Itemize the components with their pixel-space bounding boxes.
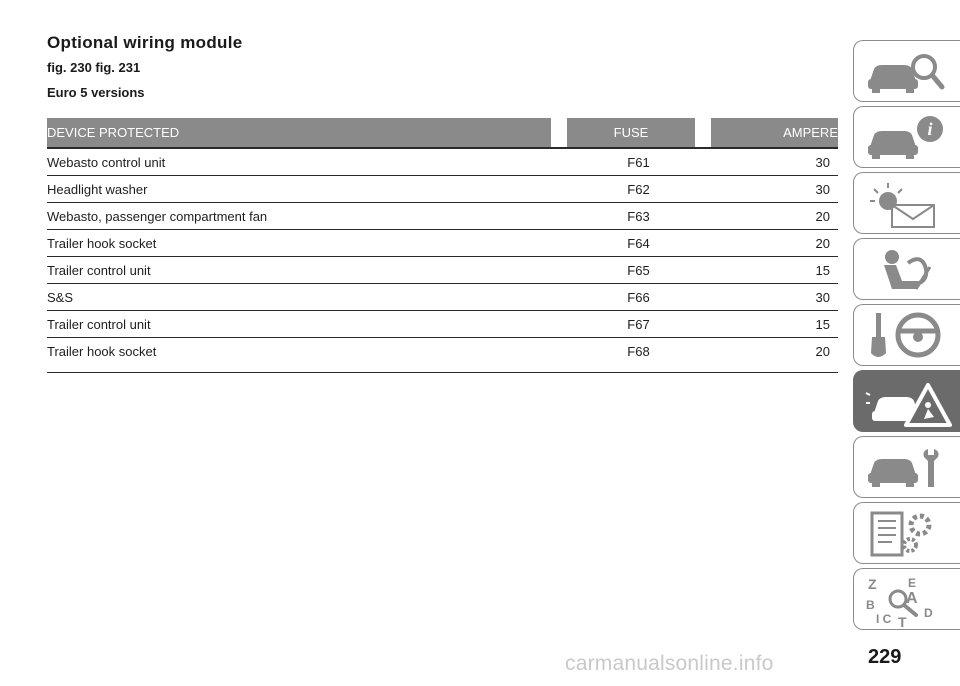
fuse-cell: F65 [627,262,650,278]
tab-safety[interactable] [853,238,960,300]
table-row [47,176,838,203]
table-row [47,230,838,257]
tab-knowing-instrument-panel[interactable] [853,106,960,168]
airbag-seat-icon [862,243,952,297]
watermark: carmanualsonline.info [565,652,774,675]
key-steering-wheel-icon [862,309,952,363]
fuse-cell: F62 [627,181,650,197]
svg-text:A: A [906,590,918,607]
ampere-cell: 30 [815,154,830,170]
ampere-cell: 15 [815,316,830,332]
fuse-cell: F68 [627,343,650,359]
table-row [47,284,838,311]
ampere-cell: 20 [815,208,830,224]
table-row [47,203,838,230]
figure-references: fig. 230 fig. 231 [47,60,141,75]
ampere-cell: 20 [815,343,830,359]
table-header [47,118,838,147]
tab-warning-lights-messages[interactable] [853,172,960,234]
car-wrench-icon [862,441,952,495]
page-number: 229 [868,646,902,668]
table-row [47,257,838,284]
alphabetical-index-icon [862,573,952,627]
car-emergency-icon [862,375,952,429]
header-ampere: AMPERE [711,118,838,147]
svg-text:E: E [908,576,917,590]
ampere-cell: 30 [815,181,830,197]
device-cell: Webasto, passenger compartment fan [47,208,268,224]
table-row [47,338,838,373]
tab-starting-driving[interactable] [853,304,960,366]
table-row [47,149,838,176]
car-search-icon [862,45,952,99]
tab-in-an-emergency[interactable] [853,370,960,432]
tab-index[interactable] [853,568,960,630]
header-device-protected [47,118,551,147]
ampere-cell: 30 [815,289,830,305]
tab-servicing-care[interactable] [853,436,960,498]
svg-text:Z: Z [868,576,877,592]
svg-text:i: i [927,119,933,139]
warning-light-message-icon [862,177,952,231]
device-cell: Headlight washer [47,181,148,197]
fuse-table [47,118,838,373]
device-cell: S&S [47,289,74,305]
device-cell: Trailer control unit [47,316,151,332]
fuse-cell: F64 [627,235,650,251]
ampere-cell: 15 [815,262,830,278]
device-cell: Trailer hook socket [47,235,157,251]
ampere-cell: 20 [815,235,830,251]
header-device-label: DEVICE PROTECTED [47,125,180,140]
car-info-icon [862,111,952,165]
fuse-cell: F66 [627,289,650,305]
device-cell: Trailer control unit [47,262,151,278]
svg-text:B: B [866,598,875,612]
fuse-cell: F61 [627,154,650,170]
device-cell: Trailer hook socket [47,343,157,359]
tab-getting-to-know-car[interactable] [853,40,960,102]
svg-text:D: D [924,606,933,620]
svg-text:T: T [898,614,907,627]
header-fuse: FUSE [567,118,695,147]
svg-text:I C: I C [876,612,892,626]
specs-gears-icon [862,507,952,561]
device-cell: Webasto control unit [47,154,166,170]
table-row [47,311,838,338]
tab-technical-specifications[interactable] [853,502,960,564]
fuse-cell: F67 [627,316,650,332]
version-note: Euro 5 versions [47,85,145,100]
fuse-cell: F63 [627,208,650,224]
section-title: Optional wiring module [47,33,243,52]
